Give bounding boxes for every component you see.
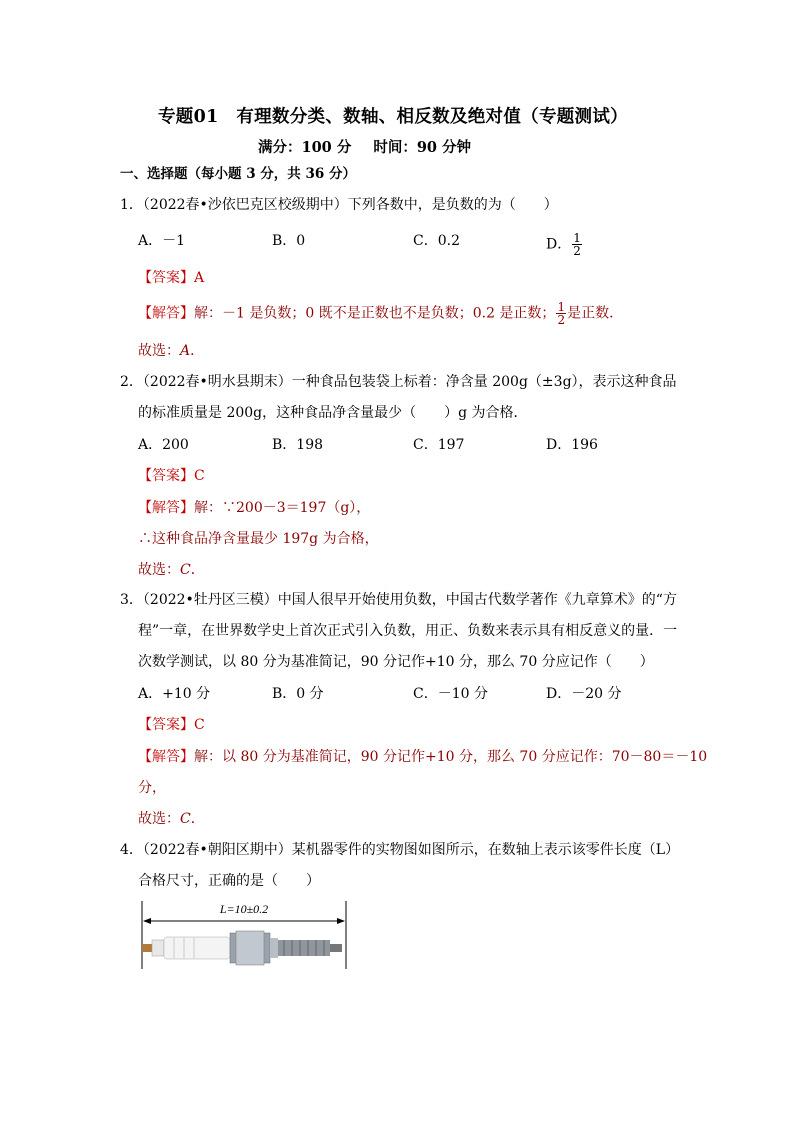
q3-stem-line3: 次数学测试，以 80 分为基准简记，90 分记作+10 分，那么 70 分应记作（ ） [138, 654, 654, 670]
plug-hex-face [236, 931, 264, 965]
q1-option-b: B．0 [272, 233, 306, 249]
q1-exp-tag: 【解答】 [138, 305, 194, 322]
q1-exp-frac-den: 2 [557, 313, 566, 327]
q2-choose [138, 561, 205, 579]
dimension-right-arrow [337, 918, 345, 924]
q3-option-b: B．0 分 [272, 686, 324, 702]
plug-terminal-nut [152, 940, 164, 956]
q2-option-b: B．198 [272, 437, 324, 453]
exam-info [258, 139, 493, 157]
section-heading: 一、选择题（每小题 3 分，共 36 分） [120, 166, 356, 182]
q2-explanation-line2: ∴这种食品净含量最少 197g 为合格， [138, 531, 379, 547]
q2-option-a: A．200 [138, 437, 189, 453]
q3-option-d: D．－20 分 [546, 686, 622, 702]
q1-option-d [546, 232, 583, 257]
q1-answer [138, 269, 204, 287]
q1-choose-value: A [180, 343, 191, 359]
q1-answer-tag: 【答案】 [138, 270, 194, 286]
dimension-left-arrow [143, 918, 151, 924]
q1-exp-frac-num: 1 [557, 300, 566, 314]
q2-stem-line1: 2．（2022春•明水县期末）一种食品包装袋上标着：净含量 200g（±3g），表示这种食品 [120, 374, 677, 390]
q3-stem-line2: 程”一章，在世界数学史上首次正式引入负数，用正、负数来表示具有相反意义的量．一 [138, 623, 678, 639]
plug-thread [278, 940, 330, 956]
q2-option-d: D．196 [546, 437, 598, 453]
q3-choose [138, 810, 205, 828]
q2-option-c: C．197 [413, 437, 465, 453]
q2-exp-tag: 【解答】 [138, 500, 194, 516]
q3-exp-tag: 【解答】 [138, 749, 194, 765]
q3-answer-value: C [194, 717, 205, 733]
q1-fraction [572, 232, 582, 257]
q1-exp-fraction [556, 301, 566, 326]
q1-stem: 1．（2022春•沙依巴克区校级期中）下列各数中，是负数的为（ ） [120, 197, 558, 213]
q1-answer-value: A [194, 270, 205, 286]
q2-stem-line2: 的标准质量是 200g，这种食品净含量最少（ ）g 为合格． [138, 405, 528, 421]
q4-stem-line2: 合格尺寸，正确的是（ ） [138, 873, 320, 889]
q1-exp-text: 解：－1 是负数；0 既不是正数也不是负数；0.2 是正数； [194, 305, 556, 322]
q2-answer-tag: 【答案】 [138, 468, 194, 484]
spark-plug-figure [138, 897, 352, 973]
spark-plug-drawing [138, 897, 352, 973]
exam-time: 时间：90 分钟 [373, 139, 472, 156]
plug-washer [270, 938, 278, 958]
full-score: 满分：100 分 [258, 139, 352, 156]
q3-exp-text: 解：以 80 分为基准简记，90 分记作+10 分，那么 70 分应记作：70－80＝－10 [194, 749, 708, 765]
q1-option-c: C．0.2 [413, 233, 460, 249]
q1-frac-den: 2 [573, 244, 581, 258]
q2-explanation-line1 [138, 499, 370, 517]
q3-explanation-line1 [138, 748, 707, 766]
q3-choose-label: 故选： [138, 811, 180, 827]
q1-option-a: A．－1 [138, 233, 186, 249]
plug-electrode [330, 944, 342, 952]
q2-exp-text: 解：∵200－3＝197（g）， [194, 500, 371, 516]
q2-answer-value: C [194, 468, 205, 484]
q2-choose-period: ． [190, 562, 205, 578]
q1-choose [138, 342, 204, 360]
page-title: 专题01 有理数分类、数轴、相反数及绝对值（专题测试） [158, 107, 628, 127]
q1-choose-label: 故选： [138, 343, 180, 359]
q2-choose-value: C [180, 562, 191, 578]
q3-answer-tag: 【答案】 [138, 717, 194, 733]
q1-frac-num: 1 [573, 231, 581, 245]
q3-choose-period: ． [190, 811, 205, 827]
q1-explanation [138, 301, 623, 326]
q3-answer [138, 716, 205, 734]
q3-explanation-line2: 分， [138, 780, 166, 796]
q2-answer [138, 467, 205, 485]
q1-choose-period: ． [190, 343, 205, 359]
q2-choose-label: 故选： [138, 562, 180, 578]
plug-terminal [142, 944, 152, 952]
q3-option-a: A．+10 分 [138, 686, 211, 702]
q3-stem-line1: 3．（2022•牡丹区三模）中国人很早开始使用负数，中国古代数学著作《九章算术》的“方 [120, 592, 677, 608]
q4-stem-line1: 4．（2022春•朝阳区期中）某机器零件的实物图如图所示，在数轴上表示该零件长度（L） [120, 842, 680, 858]
q3-option-c: C．－10 分 [413, 686, 488, 702]
q1-option-d-label: D． [546, 236, 572, 253]
q3-choose-value: C [180, 811, 191, 827]
q1-exp-tail: 是正数． [567, 305, 624, 322]
figure-dimension-label: L=10±0.2 [219, 902, 269, 916]
